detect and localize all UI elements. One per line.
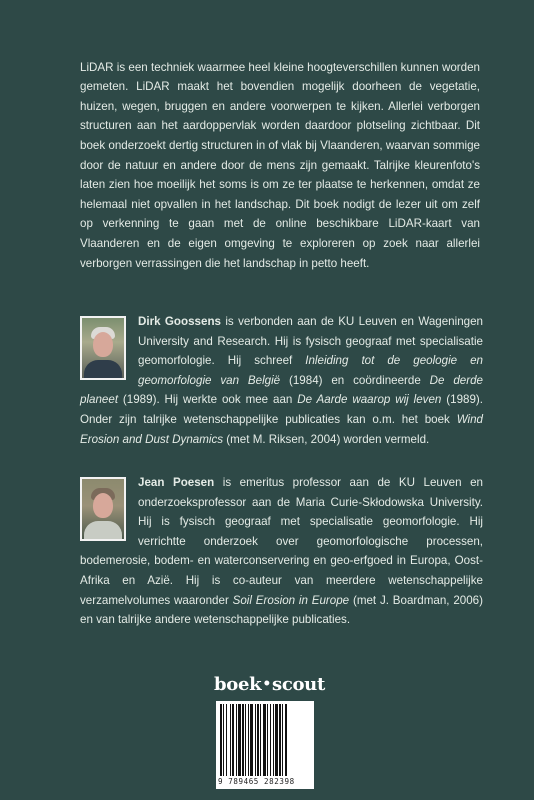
barcode-bar <box>275 704 278 776</box>
barcode-bar <box>260 704 261 776</box>
bio-text: is emeritus professor aan de KU Leuven en onderzoeksprofessor aan de Maria Curie-Skłodowska University. Hij is fysisch geograaf met specialisatie geomorfologie. Hij verrichtte onderzoek over geomorfologische processen, bodemerosie, bodem- en waterconservering en geo-erfgoed in Europa, Oost-Afrika en Azië. Hij is co-auteur van meerdere wetenschappelijke verzamelvolumes waaronder <box>80 476 484 607</box>
author-bio-jean-poesen <box>80 473 483 630</box>
bio-text: (met J. Boardman, 2006) en van talrijke andere wetenschappelijke publicaties. <box>80 593 483 627</box>
barcode-bar <box>250 704 253 776</box>
barcode-bar <box>230 704 231 776</box>
author-name: Jean Poesen <box>138 476 215 489</box>
barcode-bar <box>267 704 268 776</box>
photo-shirt <box>84 360 122 380</box>
barcode-bar <box>220 704 222 776</box>
logo-part-1: boek <box>214 674 262 695</box>
bio-text: is verbonden aan de KU Leuven en Wageningen University and Research. Hij is fysisch geograaf met specialisatie geomorfologie. Hij schreef <box>138 315 483 368</box>
photo-shirt <box>84 521 122 541</box>
bio-text: (1984) en coördineerde <box>280 373 430 387</box>
publisher-logo <box>214 674 325 695</box>
barcode-bar <box>285 704 287 776</box>
barcode-bar <box>279 704 281 776</box>
barcode-bar <box>248 704 249 776</box>
barcode-bar <box>236 704 237 776</box>
barcode-bar <box>232 704 234 776</box>
barcode-bar <box>282 704 283 776</box>
barcode-bar <box>257 704 259 776</box>
barcode-bars <box>220 704 310 776</box>
photo-face <box>93 493 113 518</box>
author-photo-jean-poesen <box>80 477 126 541</box>
book-blurb: LiDAR is een techniek waarmee heel kleine hoogteverschillen kunnen worden gemeten. LiDAR maakt het bovendien mogelijk doorheen de vegetatie, huizen, wegen, bruggen en andere voorwerpen te kijken. Allerlei verborgen structuren aan het aardoppervlak worden daardoor plotseling zichtbaar. Dit boek onderzoekt dertig structuren in of vlak bij Vlaanderen, waarvan sommige door de natuur en andere door de mens zijn gemaakt. Talrijke kleurenfoto's laten zien hoe moeilijk het soms is om ze ter plaatse te herkennen, omdat ze helemaal niet opvallen in het landschap. Dit boek nodigt de lezer uit om zelf op verkenning te gaan met de online beschikbare LiDAR-kaart van Vlaanderen en de eigen omgeving te exploreren op zoek naar allerlei verborgen verrassingen die het landschap in petto heeft. <box>80 60 480 270</box>
barcode-bar <box>273 704 274 776</box>
logo-dot: • <box>262 676 271 692</box>
author-name: Dirk Goossens <box>138 315 221 328</box>
book-title-italic: Wind Erosion and Dust Dynamics <box>80 412 483 446</box>
barcode-bar <box>245 704 246 776</box>
bio-text: (1989). Onder zijn talrijke wetenschappelijke publicaties kan o.m. het boek <box>80 393 483 426</box>
book-title-italic: Inleiding tot de geologie en geomorfologie van België <box>138 354 484 387</box>
author-bio-dirk-goossens <box>80 312 483 449</box>
barcode-bar <box>226 704 227 776</box>
isbn-barcode <box>216 701 314 789</box>
barcode-bar <box>242 704 244 776</box>
bio-text: (1989). Hij werkte ook mee aan <box>118 393 298 407</box>
isbn-number: 9 789465 282398 <box>218 777 295 786</box>
barcode-bar <box>238 704 241 776</box>
bio-text: (met M. Riksen, 2004) worden vermeld. <box>223 432 430 446</box>
logo-part-2: scout <box>271 674 325 695</box>
barcode-bar <box>270 704 271 776</box>
book-title-italic: De Aarde waarop wij leven <box>297 393 442 407</box>
barcode-bar <box>263 704 266 776</box>
barcode-bar <box>255 704 256 776</box>
book-title-italic: Soil Erosion in Europe <box>232 593 350 607</box>
barcode-bar <box>223 704 224 776</box>
book-title-italic: De derde planeet <box>80 373 483 407</box>
photo-face <box>93 332 113 357</box>
author-photo-dirk-goossens <box>80 316 126 380</box>
